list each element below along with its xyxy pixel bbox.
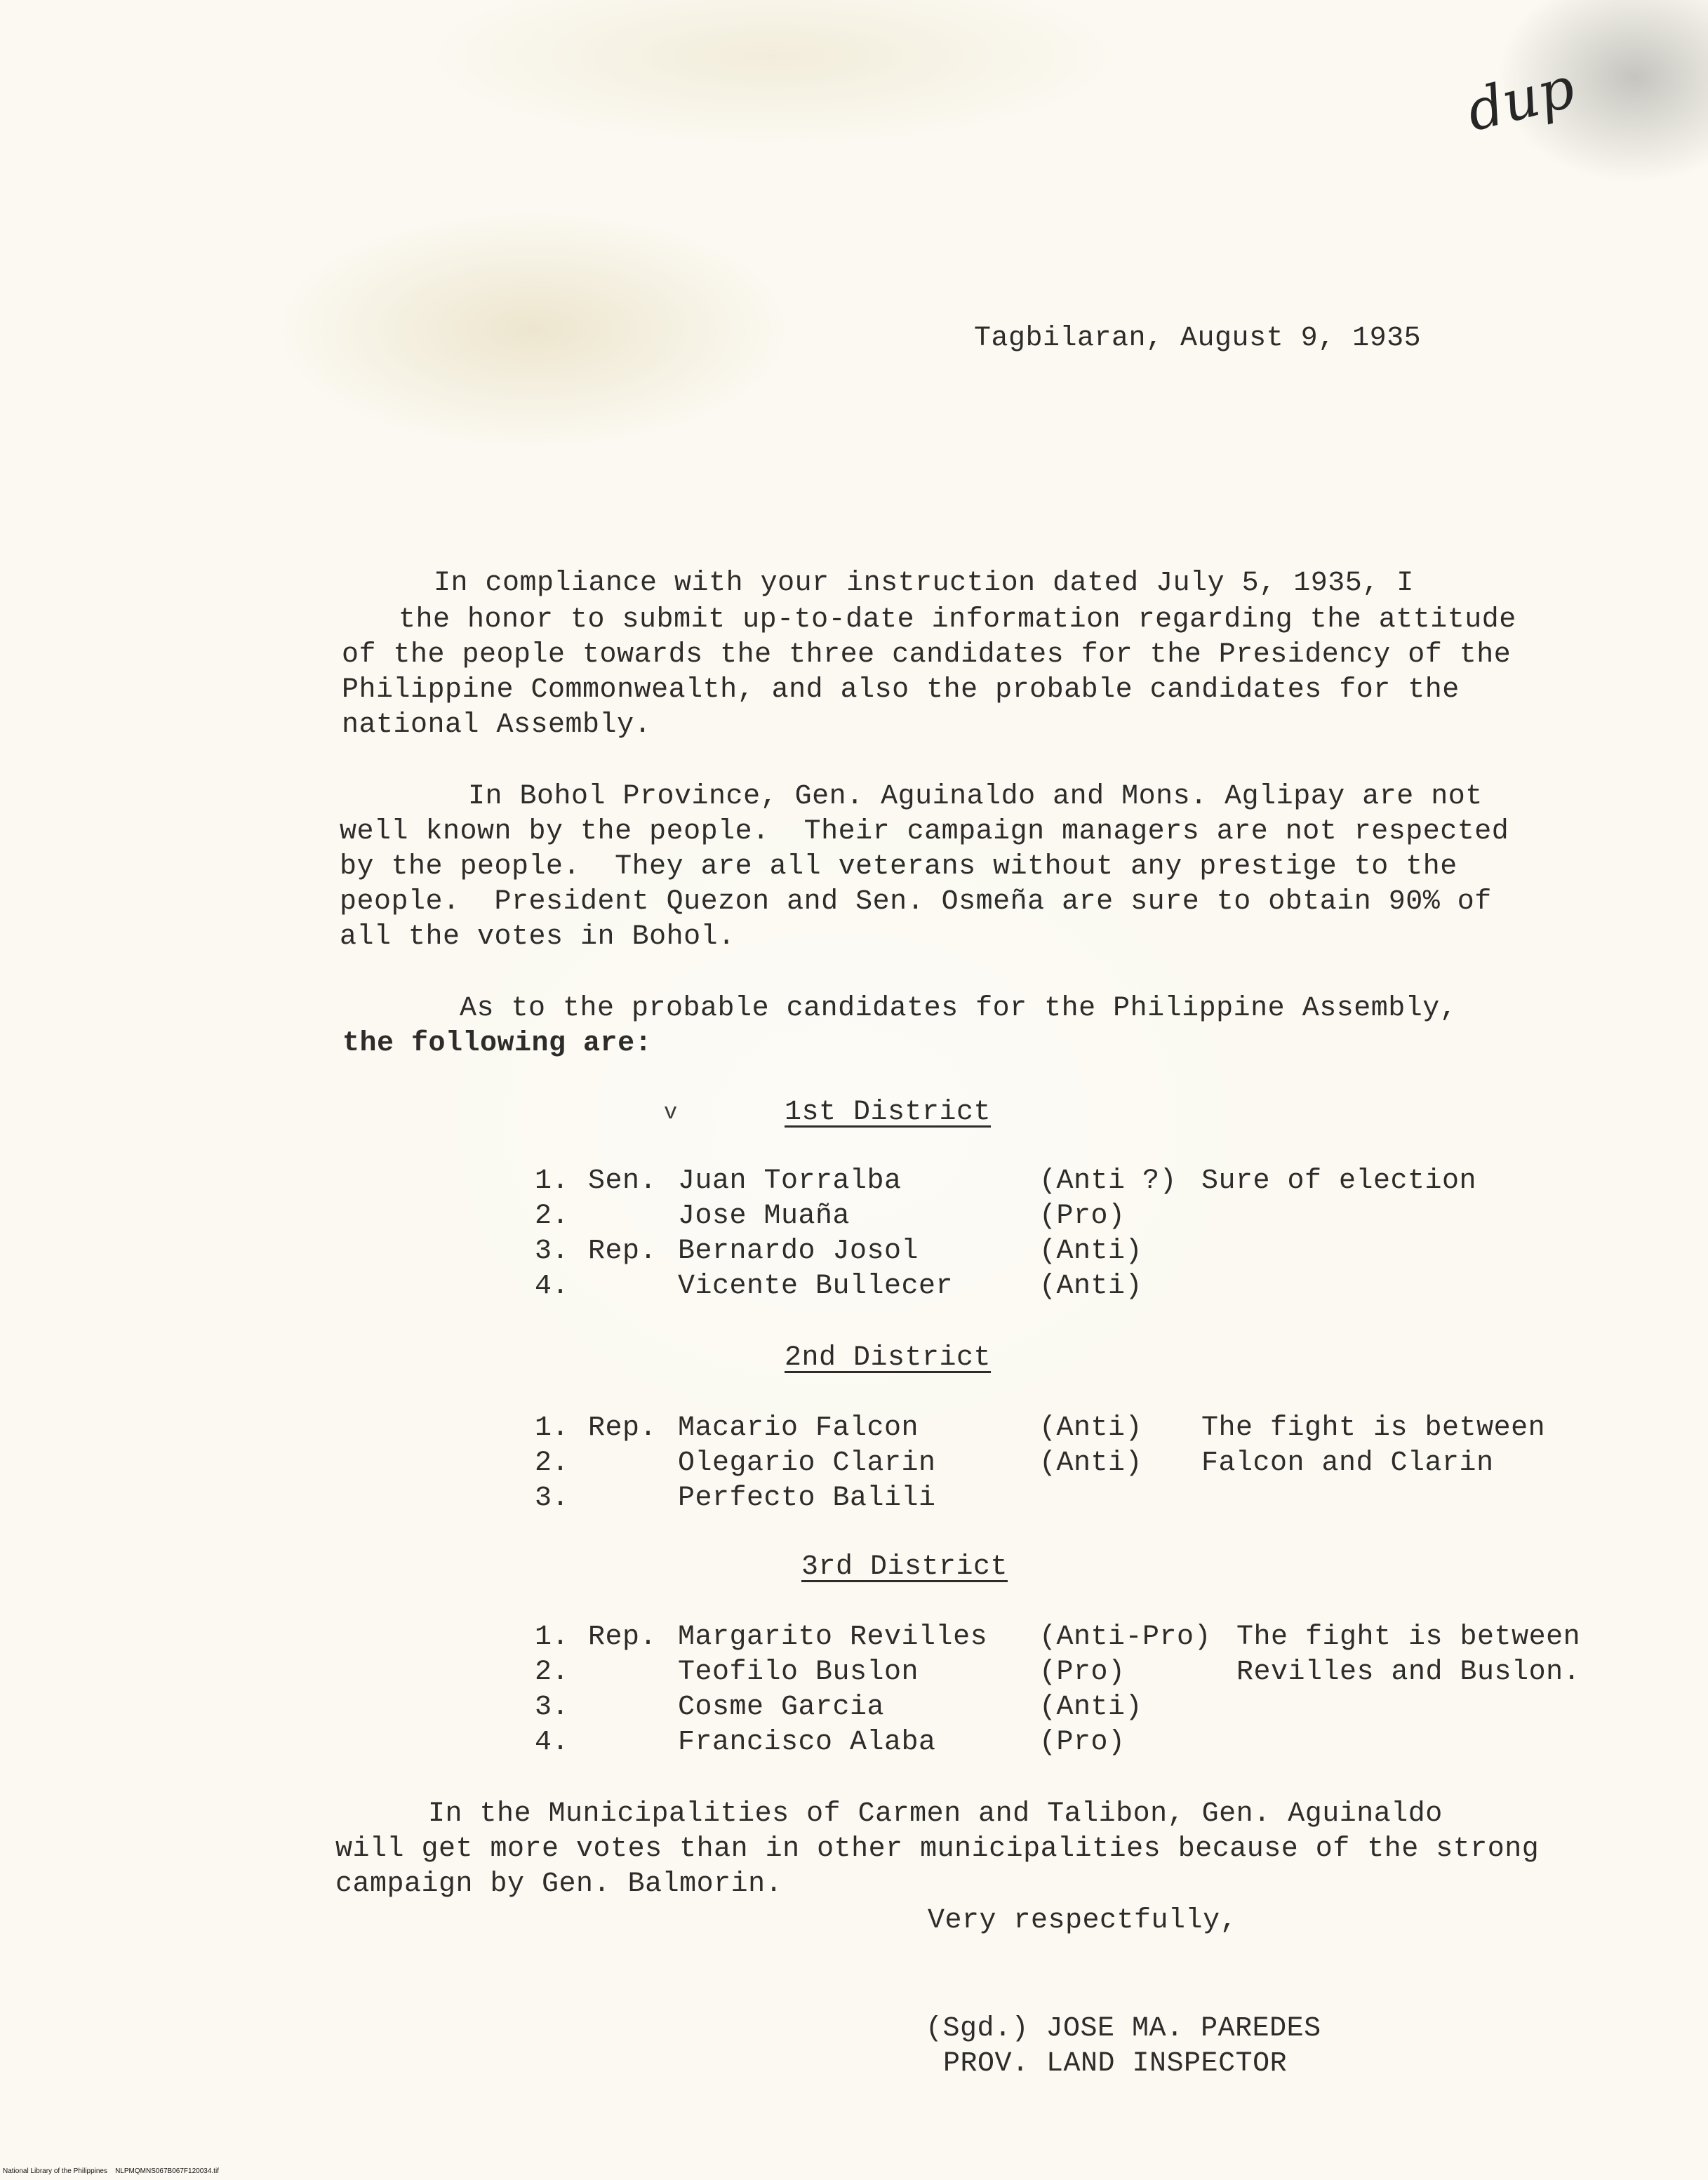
p4-line-1: In the Municipalities of Carmen and Talibon, Gen. Aguinaldo: [428, 1798, 1443, 1830]
d3-note-1: The fight is between: [1236, 1621, 1581, 1653]
d1-num-3: 3.: [535, 1236, 570, 1267]
d3-title-1: Rep.: [588, 1621, 658, 1653]
p1-line-4: Philippine Commonwealth, and also the probable candidates for the: [342, 674, 1460, 706]
d1-title-1: Sen.: [588, 1165, 658, 1197]
d3-name-1: Margarito Revilles: [678, 1621, 988, 1653]
check-mark: v: [664, 1099, 678, 1125]
p2-line-4: people. President Quezon and Sen. Osmeña are sure to obtain 90% of: [340, 886, 1492, 918]
district-2-heading: 2nd District: [785, 1342, 992, 1374]
district-3-heading: 3rd District: [801, 1551, 1008, 1583]
d3-num-4: 4.: [535, 1727, 570, 1758]
d3-name-2: Teofilo Buslon: [678, 1657, 919, 1688]
handwritten-annotation: dup: [1460, 54, 1581, 145]
p4-line-3: campaign by Gen. Balmorin.: [335, 1868, 783, 1900]
p1-line-2: the honor to submit up-to-date information regarding the attitude: [399, 604, 1516, 636]
d1-name-3: Bernardo Josol: [678, 1236, 919, 1267]
signature-line-1: (Sgd.) JOSE MA. PAREDES: [926, 2013, 1321, 2045]
p2-line-1: In Bohol Province, Gen. Aguinaldo and Mons. Aglipay are not: [468, 781, 1483, 813]
district-1-heading: 1st District: [785, 1097, 992, 1128]
dateline: Tagbilaran, August 9, 1935: [974, 323, 1422, 354]
d1-stance-1: (Anti ?): [1039, 1165, 1177, 1197]
d1-num-2: 2.: [535, 1201, 570, 1232]
d2-name-1: Macario Falcon: [678, 1412, 919, 1444]
d3-name-4: Francisco Alaba: [678, 1727, 936, 1758]
d3-stance-1: (Anti-Pro): [1039, 1621, 1212, 1653]
d2-num-1: 1.: [535, 1412, 570, 1444]
d1-stance-3: (Anti): [1039, 1236, 1143, 1267]
d1-num-1: 1.: [535, 1165, 570, 1197]
d3-note-2: Revilles and Buslon.: [1236, 1657, 1581, 1688]
p1-line-1: In compliance with your instruction dated July 5, 1935, I: [434, 568, 1414, 599]
d2-title-1: Rep.: [588, 1412, 658, 1444]
d1-num-4: 4.: [535, 1271, 570, 1302]
d3-num-3: 3.: [535, 1692, 570, 1723]
d1-name-1: Juan Torralba: [678, 1165, 902, 1197]
d2-stance-2: (Anti): [1039, 1447, 1143, 1479]
d1-title-3: Rep.: [588, 1236, 658, 1267]
d1-name-2: Jose Muaña: [678, 1201, 850, 1232]
d3-stance-3: (Anti): [1039, 1692, 1143, 1723]
d3-name-3: Cosme Garcia: [678, 1692, 885, 1723]
d2-name-3: Perfecto Balili: [678, 1483, 936, 1514]
d1-stance-2: (Pro): [1039, 1201, 1126, 1232]
d1-name-4: Vicente Bullecer: [678, 1271, 954, 1302]
p3-line-1: As to the probable candidates for the Philippine Assembly,: [460, 993, 1457, 1024]
archive-footer: National Library of the Philippines NLPMQMNS067B067F120034.tif: [3, 2167, 219, 2175]
signature-line-2: PROV. LAND INSPECTOR: [943, 2048, 1288, 2080]
d2-num-2: 2.: [535, 1447, 570, 1479]
d3-num-2: 2.: [535, 1657, 570, 1688]
p2-line-2: well known by the people. Their campaign managers are not respected: [340, 816, 1509, 848]
d3-stance-4: (Pro): [1039, 1727, 1126, 1758]
p2-line-5: all the votes in Bohol.: [340, 921, 735, 953]
p2-line-3: by the people. They are all veterans without any prestige to the: [340, 851, 1457, 883]
d1-note-1: Sure of election: [1201, 1165, 1477, 1197]
d2-stance-1: (Anti): [1039, 1412, 1143, 1444]
d3-stance-2: (Pro): [1039, 1657, 1126, 1688]
p4-line-2: will get more votes than in other municipalities because of the strong: [335, 1833, 1540, 1865]
d2-name-2: Olegario Clarin: [678, 1447, 936, 1479]
p3-line-2: the following are:: [342, 1028, 653, 1059]
p1-line-5: national Assembly.: [342, 709, 652, 741]
d2-num-3: 3.: [535, 1483, 570, 1514]
d2-note-1: The fight is between: [1201, 1412, 1546, 1444]
closing: Very respectfully,: [928, 1905, 1238, 1937]
d2-note-2: Falcon and Clarin: [1201, 1447, 1494, 1479]
d1-stance-4: (Anti): [1039, 1271, 1143, 1302]
p1-line-3: of the people towards the three candidates for the Presidency of the: [342, 639, 1512, 671]
d3-num-1: 1.: [535, 1621, 570, 1653]
